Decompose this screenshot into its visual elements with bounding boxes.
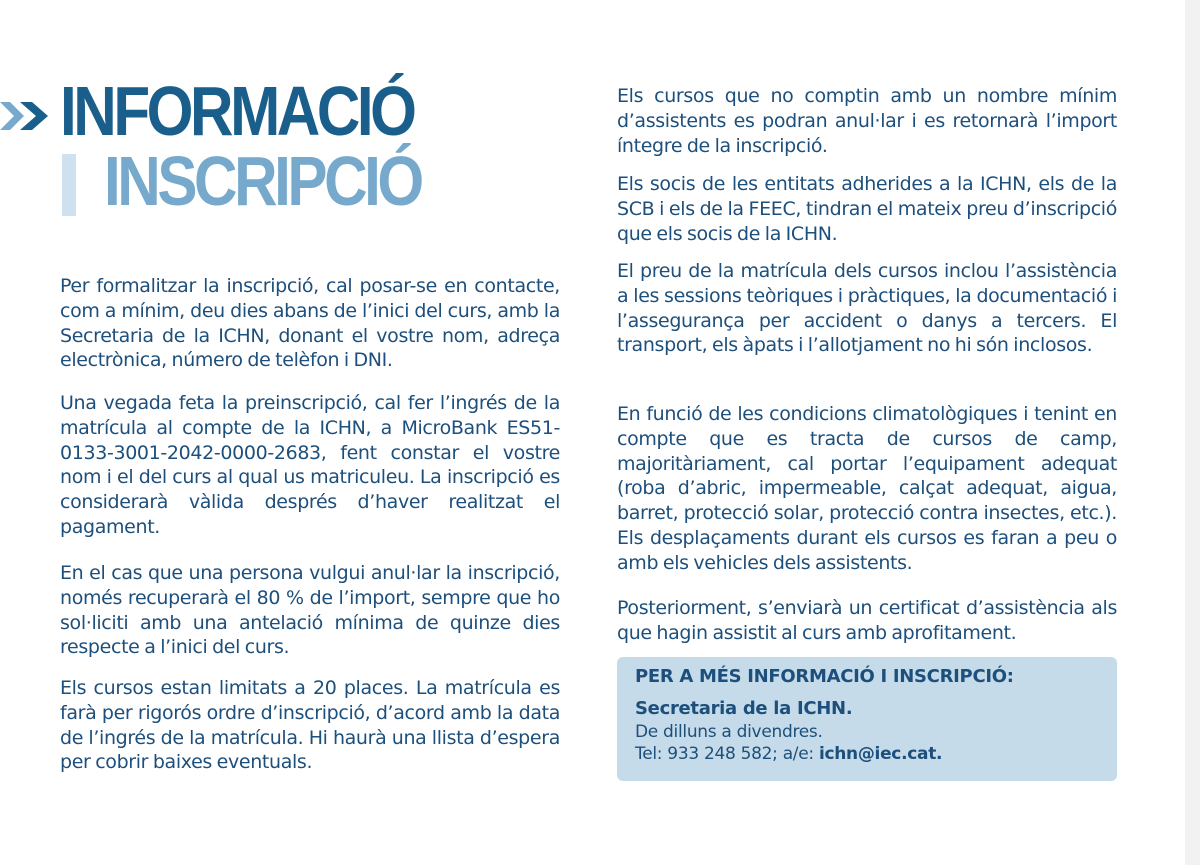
title-block: [0, 70, 440, 230]
paragraph-price-includes: El preu de la matrícula dels cursos inclou l’assistència a les sessions teòriques i pràctiques, la documentació i l’assegurança per accident o danys a tercers. El transport, els àpats i l’allotjament no hi són inclosos.: [617, 260, 1117, 357]
info-box: [617, 657, 1117, 781]
info-office: Secretaria de la ICHN.: [635, 698, 853, 719]
info-email-link[interactable]: ichn@iec.cat.: [818, 744, 943, 764]
title-line-1: INFORMACIÓ: [60, 72, 414, 150]
double-chevron-icon: [0, 94, 60, 138]
paragraph-registration: Per formalitzar la inscripció, cal posar-se en contacte, com a mínim, deu dies abans de l’inici del curs, amb la Secretaria de la ICHN, donant el vostre nom, adreça electrònica, número de telèfon i DNI.: [60, 275, 560, 372]
paragraph-equipment: En funció de les condicions climatològiques i tenint en compte que es tracta de cursos de camp, majoritàriament, cal portar l’equipament adequat (roba d’abric, impermeable, calçat adequat, aigua, barret, protecció solar, protecció contra insectes, etc.). Els desplaçaments durant els cursos es faran a peu o amb els vehicles dels assistents.: [617, 403, 1117, 574]
paragraph-cancellation: En el cas que una persona vulgui anul·lar la inscripció, només recuperarà el 80 % de l’import, sempre que ho sol·liciti amb una antelació mínima de quinze dies respecte a l’inici del curs.: [60, 562, 560, 659]
info-hours: De dilluns a divendres.: [635, 722, 823, 742]
paragraph-members: Els socis de les entitats adherides a la ICHN, els de la SCB i els de la FEEC, tindran el mateix preu d’inscripció que els socis de la ICHN.: [617, 173, 1117, 245]
page-edge: [1185, 0, 1200, 865]
info-heading: PER A MÉS INFORMACIÓ I INSCRIPCIÓ:: [635, 666, 1014, 687]
title-line-2: INSCRIPCIÓ: [104, 142, 421, 220]
info-phone: Tel: 933 248 582; a/e:: [635, 744, 819, 764]
paragraph-payment: Una vegada feta la preinscripció, cal fer l’ingrés de la matrícula al compte de la ICHN, a MicroBank ES51-0133-3001-2042-0000-2683, fent constar el vostre nom i el del curs al qual us matriculeu. La inscripció es considerarà vàlida després d’haver realitzat el pagament.: [60, 392, 560, 538]
title-i-bar: [62, 154, 76, 216]
paragraph-certificate: Posteriorment, s’enviarà un certificat d’assistència als que hagin assistit al curs amb aprofitament.: [617, 597, 1117, 644]
paragraph-limits: Els cursos estan limitats a 20 places. La matrícula es farà per rigorós ordre d’inscripció, d’acord amb la data de l’ingrés de la matrícula. Hi haurà una llista d’espera per cobrir baixes eventuals.: [60, 677, 560, 774]
info-contact: [635, 743, 1099, 765]
paragraph-minimum-attendance: Els cursos que no comptin amb un nombre mínim d’assistents es podran anul·lar i es retornarà l’import íntegre de la inscripció.: [617, 85, 1117, 157]
